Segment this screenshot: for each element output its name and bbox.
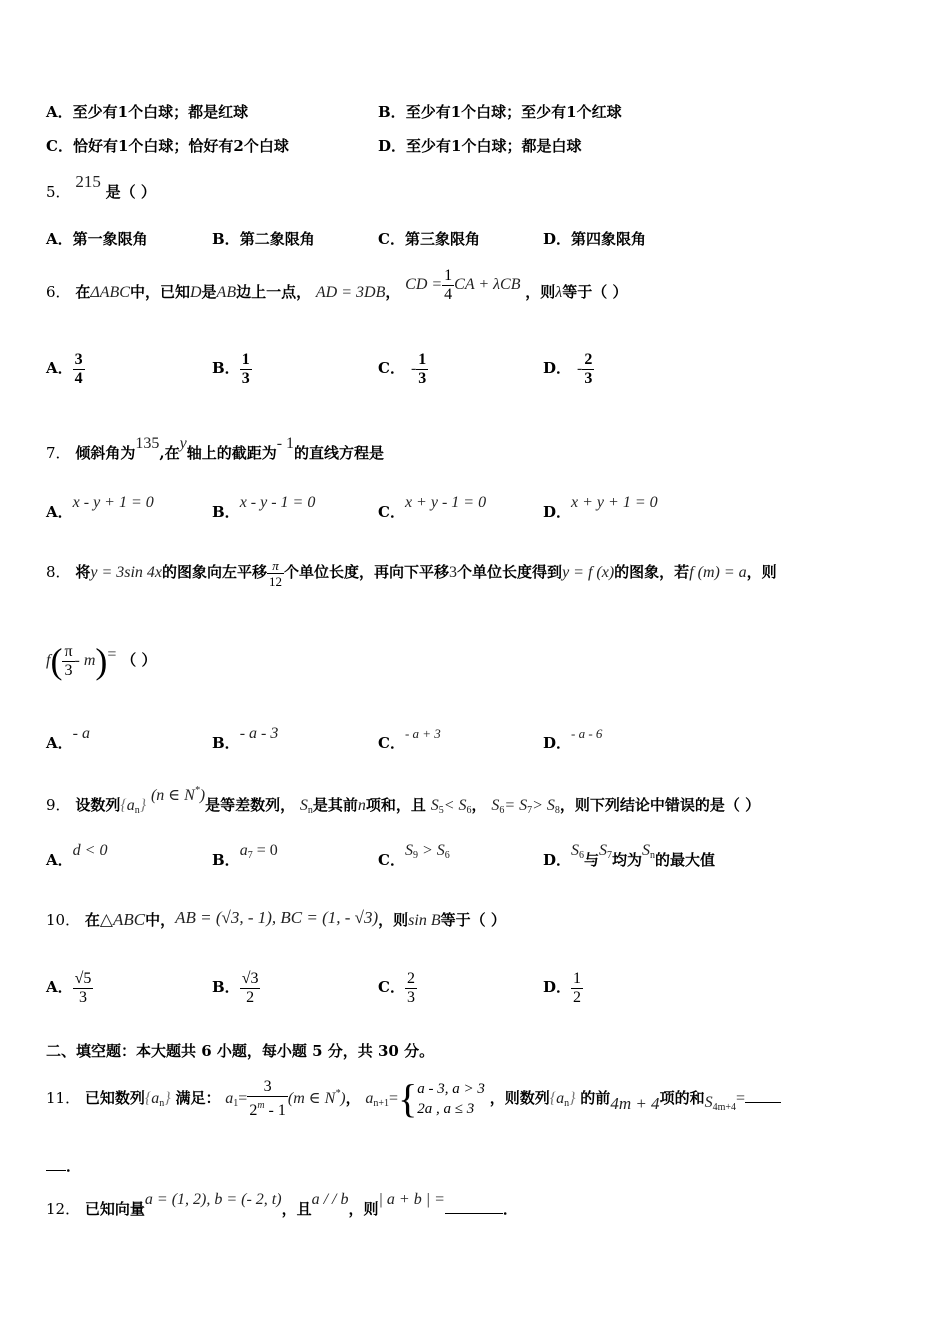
q5-option-a <box>46 229 148 249</box>
math-sub: 7 <box>247 850 253 861</box>
sign: - <box>577 360 583 377</box>
fraction <box>240 351 252 388</box>
option-label: D． <box>543 359 572 377</box>
question-text: 的图象，若 <box>614 563 690 581</box>
math-expr: a <box>365 1090 374 1107</box>
question-text: 边上一点， <box>236 283 312 301</box>
q10-option-a <box>46 962 93 1012</box>
math-expr: y <box>179 435 187 452</box>
fraction-numerator: 2 <box>406 969 415 987</box>
math-expr: x - y + 1 = 0 <box>72 494 154 511</box>
math-expr: ) <box>340 1090 346 1107</box>
question-number: 8． <box>46 563 71 581</box>
question-text: ． <box>502 1200 518 1218</box>
q9-option-a <box>46 842 108 871</box>
question-text: ，且 <box>281 1200 312 1218</box>
question-text: 倾斜角为 <box>75 444 136 462</box>
math-expr: > S <box>417 842 445 859</box>
fraction <box>416 351 428 388</box>
question-text: 等于（ ） <box>440 911 506 929</box>
fraction-denominator: 2 <box>246 988 255 1006</box>
math-expr: ΔABC <box>90 284 130 301</box>
question-text: 设数列 <box>75 796 121 814</box>
math-expr: = 0 <box>252 842 278 859</box>
option-label: C． <box>378 230 405 248</box>
math-expr: a <box>239 842 248 859</box>
math-sub: 6 <box>499 805 505 816</box>
option-label: A． <box>46 230 73 248</box>
fraction <box>62 643 74 680</box>
math-expr: AD = 3DB <box>315 284 386 301</box>
fraction <box>267 558 284 589</box>
math-expr: 215 <box>75 172 101 191</box>
math-sub: 6 <box>466 805 472 816</box>
question-text: 在 <box>84 911 100 929</box>
math-sub: 7 <box>607 850 613 861</box>
brace: } <box>139 797 147 814</box>
question-6 <box>46 266 628 313</box>
question-text: 满足： <box>175 1089 221 1107</box>
math-expr: 4m + 4 <box>610 1094 660 1113</box>
math-expr: AB <box>216 284 237 301</box>
brace: } <box>569 1090 576 1107</box>
math-expr: = S <box>504 797 528 814</box>
option-text: 的最大值 <box>655 851 716 869</box>
question-text: ，则 <box>525 283 556 301</box>
answer-blank[interactable] <box>745 1088 781 1103</box>
option-label: D． <box>543 978 572 996</box>
math-expr: y = f (x) <box>562 564 615 581</box>
q6-option-a <box>46 346 85 391</box>
math-expr: - a - 6 <box>571 726 603 741</box>
question-text: 是等差数列， <box>205 796 296 814</box>
question-8-line2 <box>46 636 156 685</box>
option-text: 至少有1个白球；至少有1个红球 <box>405 103 622 121</box>
brace: } <box>164 1090 171 1107</box>
math-expr: S <box>571 842 580 859</box>
question-text: ， <box>471 796 487 814</box>
option-label: C． <box>378 503 405 521</box>
fraction-denominator: 2 <box>249 1102 258 1119</box>
question-text: ,在 <box>159 444 180 462</box>
option-label: B． <box>378 103 406 121</box>
q5-option-b <box>212 229 315 249</box>
math-expr: < S <box>443 797 467 814</box>
option-text: 第二象限角 <box>239 230 315 248</box>
math-expr: 3 <box>449 564 458 581</box>
question-number: 7． <box>46 444 71 462</box>
question-number: 12． <box>46 1200 81 1218</box>
fraction-numerator: π <box>64 642 73 660</box>
question-text: 是其前 <box>312 796 358 814</box>
math-sub: n <box>564 1098 570 1109</box>
option-label: A． <box>46 359 73 377</box>
math-expr: a = (1, 2), b = (- 2, t) <box>144 1191 282 1208</box>
option-label: A． <box>46 978 73 996</box>
question-text: 中，已知 <box>129 283 190 301</box>
math-sup: m <box>257 1100 265 1111</box>
brace: { <box>144 1090 152 1107</box>
case-1: a - 3, a > 3 <box>417 1081 485 1097</box>
question-text: 已知向量 <box>84 1200 145 1218</box>
question-text: 将 <box>75 563 91 581</box>
math-sub: n <box>307 805 313 816</box>
question-number: 11． <box>46 1089 81 1107</box>
option-label: A． <box>46 503 73 521</box>
math-expr: △ABC <box>99 910 146 929</box>
option-text: 第三象限角 <box>404 230 480 248</box>
fraction <box>582 351 594 388</box>
option-label: D． <box>378 137 407 155</box>
math-expr: a <box>556 1090 565 1107</box>
math-expr: = <box>736 1090 746 1107</box>
math-expr: - a - 3 <box>239 725 279 742</box>
math-expr: x + y - 1 = 0 <box>404 494 487 511</box>
piecewise-cases <box>417 1079 485 1119</box>
q9-option-d <box>543 842 716 876</box>
fraction-numerator: 1 <box>418 350 427 368</box>
math-sub: 8 <box>554 805 560 816</box>
math-expr: a <box>126 797 135 814</box>
q4-option-a <box>46 102 248 122</box>
math-expr: λ <box>555 284 563 301</box>
math-expr: f (m) = a <box>689 564 747 581</box>
question-text: （ ） <box>121 651 157 669</box>
q4-option-d <box>378 136 581 156</box>
sign: - <box>410 360 417 377</box>
question-text: ， <box>345 1089 361 1107</box>
section-title: 二、填空题：本大题共 6 小题，每小题 5 分，共 30 分。 <box>46 1042 435 1060</box>
math-sub: n <box>159 1098 165 1109</box>
option-label: D． <box>543 851 572 869</box>
question-text: 的图象向左平移 <box>162 563 268 581</box>
q5-option-c <box>378 229 480 249</box>
q9-option-c <box>378 842 450 876</box>
math-sub: n <box>650 850 656 861</box>
math-expr: S <box>704 1094 713 1111</box>
question-text: ，则 <box>378 911 409 929</box>
question-text: 是（ ） <box>105 183 156 201</box>
math-sup: * <box>335 1088 341 1099</box>
math-expr: a / / b <box>311 1191 349 1208</box>
math-expr: sin B <box>408 912 441 929</box>
question-text: ， <box>385 283 401 301</box>
option-label: D． <box>543 503 572 521</box>
option-text: 第一象限角 <box>72 230 148 248</box>
question-text: ，则 <box>746 563 777 581</box>
option-label: D． <box>543 230 572 248</box>
fraction-denominator: 12 <box>269 573 283 589</box>
option-label: B． <box>212 978 240 996</box>
question-number: 10． <box>46 911 81 929</box>
math-expr: S <box>404 842 413 859</box>
brace: { <box>120 797 127 814</box>
fraction-numerator: 1 <box>241 350 250 368</box>
fraction-denominator: 3 <box>79 988 88 1006</box>
math-expr: = <box>389 1090 399 1107</box>
q6-option-b <box>212 346 252 391</box>
math-expr: d < 0 <box>72 842 108 859</box>
math-expr: - 1 <box>276 435 295 452</box>
question-text: ，则下列结论中错误的是（ ） <box>559 796 761 814</box>
option-label: C． <box>46 137 73 155</box>
math-expr: y = 3sin 4x <box>90 564 163 581</box>
math-expr: x - y - 1 = 0 <box>239 494 316 511</box>
q8-option-a <box>46 725 90 754</box>
question-8 <box>46 552 777 593</box>
q4-option-c <box>46 136 289 156</box>
question-text: 是 <box>201 283 217 301</box>
fraction-denominator: 4 <box>74 369 83 387</box>
question-11 <box>46 1070 781 1128</box>
option-text: 均为 <box>612 851 643 869</box>
math-expr: | a + b | = <box>378 1191 445 1208</box>
question-text: ，则数列 <box>489 1089 550 1107</box>
math-sub: 1 <box>233 1098 239 1109</box>
question-text: 在 <box>75 283 91 301</box>
question-text: 的直线方程是 <box>294 444 385 462</box>
fraction-numerator: 3 <box>247 1078 288 1097</box>
left-brace: { <box>398 1076 418 1121</box>
question-text: 等于（ ） <box>562 283 628 301</box>
fraction <box>73 970 94 1007</box>
math-sub: 6 <box>444 850 450 861</box>
option-label: B． <box>212 359 240 377</box>
math-expr: 135 <box>135 435 160 452</box>
question-11-line2 <box>46 1156 81 1176</box>
question-text: 个单位长度，再向下平移 <box>284 563 450 581</box>
answer-blank[interactable] <box>46 1156 66 1171</box>
question-10 <box>46 910 506 931</box>
fraction-numerator: √5 <box>74 969 92 987</box>
fraction-numerator: 1 <box>444 266 453 284</box>
option-text: 至少有1个白球；都是白球 <box>406 137 582 155</box>
question-text: 轴上的截距为 <box>186 444 277 462</box>
math-expr: (m ∈ N <box>287 1090 336 1107</box>
math-expr: x + y + 1 = 0 <box>571 494 658 511</box>
q8-option-c <box>378 726 441 754</box>
math-sub: 7 <box>527 805 533 816</box>
option-label: C． <box>378 734 405 752</box>
option-label: D． <box>543 734 572 752</box>
q4-option-b <box>378 102 622 122</box>
fraction <box>247 1078 288 1120</box>
case-2: 2a , a ≤ 3 <box>417 1101 475 1117</box>
option-text: 与 <box>584 851 600 869</box>
question-number: 9． <box>46 796 71 814</box>
fraction-denominator-rest: - 1 <box>264 1102 286 1119</box>
math-expr: ) <box>199 787 206 804</box>
math-expr: CD = <box>405 276 443 293</box>
math-sub: n+1 <box>373 1098 390 1109</box>
math-sub: n <box>134 805 140 816</box>
fraction-denominator: 3 <box>418 369 427 387</box>
fraction-numerator: 2 <box>584 350 593 368</box>
math-expr: - a <box>72 725 90 742</box>
q7-option-d <box>543 494 658 523</box>
fraction-denominator: 2 <box>573 988 582 1006</box>
question-12 <box>46 1191 518 1220</box>
q6-option-d <box>543 346 594 391</box>
question-text: 个单位长度得到 <box>457 563 563 581</box>
fraction <box>571 970 583 1007</box>
question-text: 中， <box>145 911 176 929</box>
q7-option-c <box>378 494 487 523</box>
q7-option-a <box>46 494 154 523</box>
math-expr: S <box>491 797 500 814</box>
q6-option-c <box>378 346 428 391</box>
option-label: C． <box>378 359 405 377</box>
option-text: 第四象限角 <box>571 230 647 248</box>
option-label: B． <box>212 851 240 869</box>
math-expr: = <box>107 646 117 663</box>
math-expr: (n ∈ N <box>150 787 195 804</box>
right-paren: ) <box>95 641 108 681</box>
left-paren: ( <box>50 641 63 681</box>
fraction <box>240 970 261 1007</box>
math-expr: - m <box>74 652 96 669</box>
question-text: ． <box>66 1157 82 1175</box>
math-expr: n <box>357 797 366 814</box>
fraction-numerator: √3 <box>241 969 259 987</box>
question-5 <box>46 172 156 202</box>
fraction <box>73 351 85 388</box>
math-expr: a <box>151 1090 160 1107</box>
math-sup: * <box>194 785 200 796</box>
fraction-denominator: 3 <box>241 369 250 387</box>
option-label: B． <box>212 734 240 752</box>
option-label: A． <box>46 851 73 869</box>
question-text: 项和，且 <box>365 796 426 814</box>
brace: { <box>549 1090 557 1107</box>
q8-option-b <box>212 725 279 754</box>
answer-blank[interactable] <box>445 1199 503 1214</box>
question-9 <box>46 785 761 821</box>
question-text: ，则 <box>348 1200 379 1218</box>
math-expr: AB = (√3, - 1), BC = (1, - √3) <box>175 908 379 927</box>
fraction-denominator: 3 <box>64 661 73 679</box>
q10-option-b <box>212 962 260 1012</box>
q10-option-c <box>378 962 417 1012</box>
option-text: 恰好有1个白球；恰好有2个白球 <box>72 137 289 155</box>
fraction-denominator: 3 <box>406 988 415 1006</box>
fraction-numerator: 1 <box>573 969 582 987</box>
option-label: A． <box>46 103 73 121</box>
math-expr: > S <box>532 797 555 814</box>
question-number: 6． <box>46 283 71 301</box>
math-expr: D <box>189 284 202 301</box>
fraction <box>405 970 417 1007</box>
question-text: 的前 <box>580 1089 611 1107</box>
math-sub: 6 <box>579 850 585 861</box>
option-label: B． <box>212 503 240 521</box>
question-7 <box>46 435 385 464</box>
q7-option-b <box>212 494 316 523</box>
math-sub: 4m+4 <box>712 1102 736 1113</box>
question-number: 5． <box>46 183 71 201</box>
question-text: 项的和 <box>659 1089 705 1107</box>
option-label: A． <box>46 734 73 752</box>
q8-option-d <box>543 726 603 754</box>
math-expr: S <box>430 797 439 814</box>
math-expr: CA + λCB <box>454 276 521 293</box>
math-expr: S <box>299 797 308 814</box>
fraction-numerator: π <box>267 558 284 574</box>
math-expr: a <box>225 1090 234 1107</box>
option-label: C． <box>378 978 405 996</box>
q5-option-d <box>543 229 646 249</box>
math-sub: 9 <box>412 850 418 861</box>
fraction <box>442 267 454 304</box>
fraction-numerator: 3 <box>74 350 83 368</box>
option-label: B． <box>212 230 240 248</box>
fraction-denominator: 4 <box>444 285 453 303</box>
question-text: 已知数列 <box>84 1089 145 1107</box>
math-expr: = <box>238 1090 248 1107</box>
math-expr: f <box>46 652 51 669</box>
option-text: 至少有1个白球；都是红球 <box>72 103 249 121</box>
math-expr: S <box>599 842 608 859</box>
fraction-denominator: 3 <box>584 369 593 387</box>
math-expr: - a + 3 <box>404 726 441 741</box>
math-sub: 5 <box>438 805 444 816</box>
q10-option-d <box>543 962 583 1012</box>
math-expr: S <box>642 842 651 859</box>
option-label: C． <box>378 851 405 869</box>
section-heading <box>46 1041 434 1061</box>
q9-option-b <box>212 842 278 876</box>
